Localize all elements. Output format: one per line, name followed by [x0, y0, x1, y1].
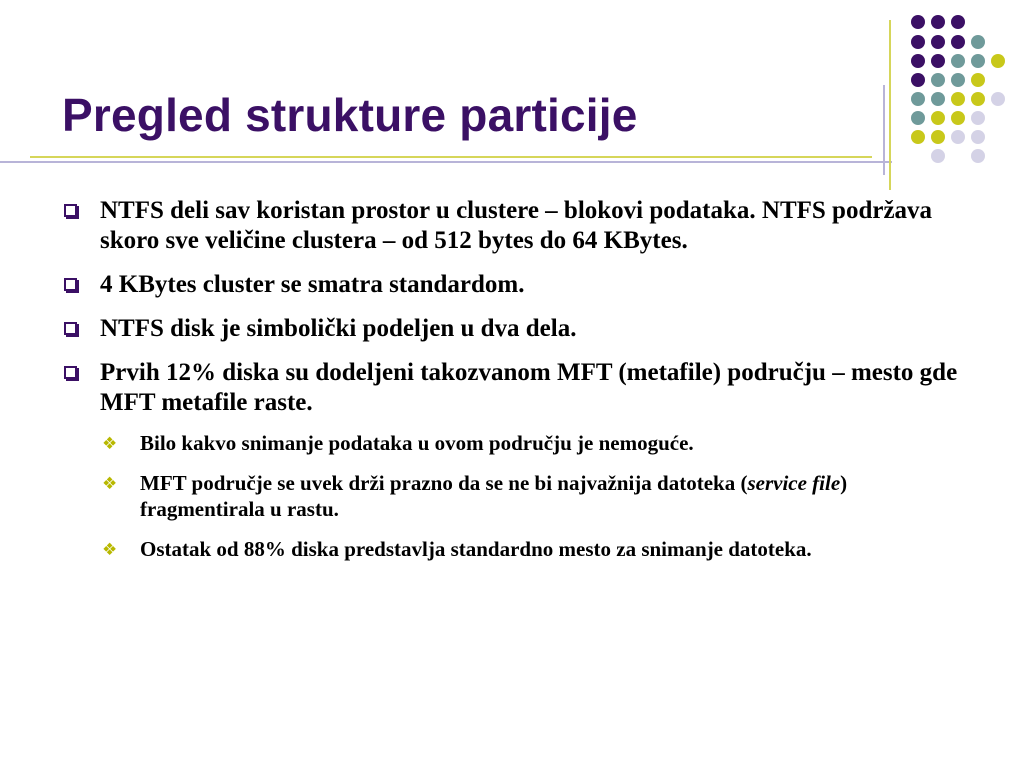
four-point-star-bullet-icon: ❖: [102, 540, 118, 560]
decorative-dot: [971, 130, 985, 144]
decorative-dot: [951, 54, 965, 68]
decorative-dot: [971, 35, 985, 49]
bullet-item: [62, 314, 962, 344]
sub-bullet-item: [102, 536, 962, 562]
decorative-dot: [971, 73, 985, 87]
decorative-dot: [971, 149, 985, 163]
decorative-dot: [931, 92, 945, 106]
decorative-dot: [991, 54, 1005, 68]
decorative-dot: [911, 111, 925, 125]
decorative-dot: [911, 92, 925, 106]
sub-bullet-item: [102, 430, 962, 456]
bullet-item: [62, 196, 962, 256]
decorative-dot: [931, 130, 945, 144]
decorative-dot: [971, 92, 985, 106]
sub-bullet-text-italic: service file: [747, 471, 841, 495]
decorative-dot: [991, 92, 1005, 106]
sub-bullet-item: [102, 470, 962, 522]
bullet-text: NTFS deli sav koristan prostor u clustere – blokovi podataka. NTFS podržava skoro sve veličine clustera – od 512 bytes do 64 KBytes.: [100, 197, 933, 254]
decorative-dot: [951, 92, 965, 106]
bullet-item: [62, 270, 962, 300]
decorative-dot: [931, 111, 945, 125]
four-point-star-bullet-icon: ❖: [102, 434, 118, 454]
decorative-dot: [951, 35, 965, 49]
hollow-square-bullet-icon: [64, 278, 77, 291]
sub-bullet-text-start: MFT područje se uvek drži prazno da se ne bi najvažnija datoteka (: [140, 471, 748, 495]
decorative-dot: [971, 54, 985, 68]
slide-content: [62, 196, 962, 576]
decorative-dot: [931, 149, 945, 163]
slide-title: Pregled strukture particije: [62, 89, 638, 141]
decorative-dot: [971, 111, 985, 125]
decorative-dot: [951, 130, 965, 144]
hollow-square-bullet-icon: [64, 322, 77, 335]
sub-bullet-text: Bilo kakvo snimanje podataka u ovom području je nemoguće.: [140, 431, 694, 455]
decorative-dot: [931, 35, 945, 49]
bullet-text: NTFS disk je simbolički podeljen u dva dela.: [100, 315, 577, 342]
decorative-dot: [951, 15, 965, 29]
sub-bullet-text-end: ) fragmentirala u rastu.: [140, 471, 848, 521]
decorative-dot: [931, 15, 945, 29]
decorative-dot: [951, 111, 965, 125]
decorative-dot: [911, 35, 925, 49]
sub-bullet-text: Ostatak od 88% diska predstavlja standardno mesto za snimanje datoteka.: [140, 537, 812, 561]
hollow-square-bullet-icon: [64, 366, 77, 379]
hollow-square-bullet-icon: [64, 204, 77, 217]
bullet-text: 4 KBytes cluster se smatra standardom.: [100, 271, 525, 298]
decorative-dot: [911, 15, 925, 29]
decorative-dot: [931, 73, 945, 87]
decorative-dot: [911, 130, 925, 144]
four-point-star-bullet-icon: ❖: [102, 474, 118, 494]
decorative-dot: [911, 73, 925, 87]
decorative-dot: [911, 54, 925, 68]
decorative-dot: [951, 73, 965, 87]
decorative-dot: [931, 54, 945, 68]
bullet-text: Prvih 12% diska su dodeljeni takozvanom MFT (metafile) području – mesto gde MFT metafile raste.: [100, 359, 958, 416]
bullet-item: [62, 358, 962, 418]
